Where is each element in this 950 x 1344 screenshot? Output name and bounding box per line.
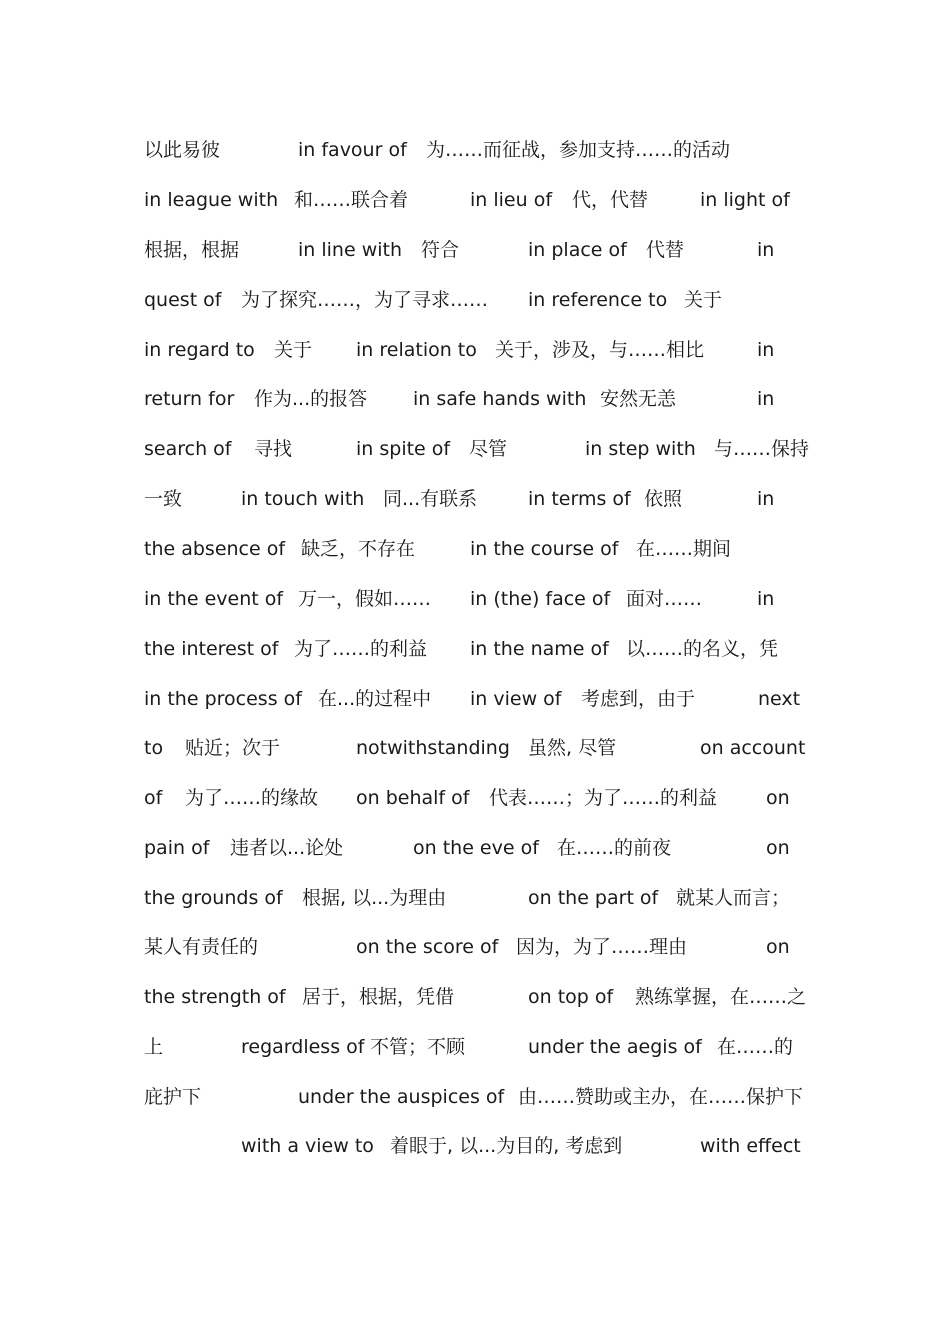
text-segment: in relation to <box>356 339 477 361</box>
text-segment: 违者以...论处 <box>230 837 344 859</box>
text-segment: 上 <box>144 1036 164 1058</box>
text-segment: 就某人而言； <box>676 887 791 909</box>
text-segment: next <box>758 688 801 710</box>
text-segment: in favour of <box>298 139 407 161</box>
text-segment: in terms of <box>528 488 631 510</box>
text-segment: 为了……的缘故 <box>185 787 319 809</box>
text-line <box>144 135 824 165</box>
text-segment: 在……的前夜 <box>557 837 672 859</box>
text-segment: on behalf of <box>356 787 470 809</box>
text-segment: return for <box>144 388 235 410</box>
text-segment: 作为...的报答 <box>254 388 368 410</box>
text-segment: in <box>757 388 775 410</box>
text-segment: the strength of <box>144 986 286 1008</box>
text-segment: in reference to <box>528 289 668 311</box>
text-segment: 居于，根据，凭借 <box>302 986 455 1008</box>
text-segment: 代，代替 <box>572 189 649 211</box>
text-segment: quest of <box>144 289 222 311</box>
text-segment: on <box>766 936 790 958</box>
text-segment: on <box>766 787 790 809</box>
text-segment: in <box>757 339 775 361</box>
text-segment: 符合 <box>421 239 460 261</box>
text-segment: in the event of <box>144 588 284 610</box>
text-line <box>144 185 824 215</box>
text-segment: in lieu of <box>470 189 553 211</box>
text-segment: in step with <box>585 438 696 460</box>
text-segment: the grounds of <box>144 887 283 909</box>
text-segment: in view of <box>470 688 562 710</box>
text-segment: 庇护下 <box>144 1086 202 1108</box>
text-segment: on account <box>700 737 806 759</box>
text-segment: in the course of <box>470 538 619 560</box>
text-line <box>144 833 824 863</box>
text-segment: regardless of <box>241 1036 365 1058</box>
text-line <box>144 1082 824 1112</box>
text-line <box>144 883 824 913</box>
text-segment: in regard to <box>144 339 255 361</box>
text-line <box>144 384 824 414</box>
text-segment: 与……保持 <box>714 438 810 460</box>
text-segment: on <box>766 837 790 859</box>
text-segment: pain of <box>144 837 210 859</box>
text-segment: in (the) face of <box>470 588 611 610</box>
text-line <box>144 982 824 1012</box>
text-line <box>144 634 824 664</box>
text-line <box>144 235 824 265</box>
text-segment: on the score of <box>356 936 499 958</box>
text-segment: the interest of <box>144 638 279 660</box>
text-line <box>144 783 824 813</box>
text-segment: with a view to <box>241 1135 374 1157</box>
text-segment: 缺乏，不存在 <box>301 538 416 560</box>
text-segment: 依照 <box>644 488 683 510</box>
text-segment: 因为，为了……理由 <box>516 936 688 958</box>
text-segment: 着眼于, 以...为目的, 考虑到 <box>390 1135 623 1157</box>
text-line <box>144 285 824 315</box>
text-segment: 代替 <box>646 239 685 261</box>
text-segment: 关于，涉及，与……相比 <box>495 339 705 361</box>
text-segment: 尽管 <box>469 438 508 460</box>
text-segment: 根据，根据 <box>144 239 240 261</box>
text-segment: on the part of <box>528 887 659 909</box>
text-line <box>144 1131 824 1161</box>
text-segment: 关于 <box>274 339 313 361</box>
text-line <box>144 1032 824 1062</box>
text-segment: 面对…… <box>626 588 703 610</box>
text-segment: 考虑到，由于 <box>581 688 696 710</box>
text-line <box>144 684 824 714</box>
text-segment: to <box>144 737 164 759</box>
text-segment: 为了探究……，为了寻求…… <box>241 289 489 311</box>
text-segment: in <box>757 239 775 261</box>
text-line <box>144 434 824 464</box>
text-segment: with effect <box>700 1135 801 1157</box>
text-segment: of <box>144 787 163 809</box>
text-line <box>144 484 824 514</box>
text-segment: 熟练掌握，在……之 <box>635 986 807 1008</box>
text-segment: in touch with <box>241 488 365 510</box>
text-segment: in <box>757 588 775 610</box>
text-segment: in line with <box>298 239 402 261</box>
text-segment: 关于 <box>684 289 723 311</box>
text-line <box>144 932 824 962</box>
text-segment: in light of <box>700 189 790 211</box>
text-line <box>144 335 824 365</box>
text-segment: under the aegis of <box>528 1036 702 1058</box>
text-segment: 在...的过程中 <box>318 688 432 710</box>
text-segment: 同...有联系 <box>383 488 478 510</box>
text-segment: on top of <box>528 986 614 1008</box>
text-segment: 虽然, 尽管 <box>528 737 617 759</box>
text-segment: notwithstanding <box>356 737 510 759</box>
text-segment: in the name of <box>470 638 609 660</box>
text-segment: 在……的 <box>717 1036 794 1058</box>
text-segment: 以此易彼 <box>144 139 221 161</box>
text-segment: 以……的名义，凭 <box>626 638 779 660</box>
text-segment: under the auspices of <box>298 1086 505 1108</box>
text-segment: 一致 <box>144 488 183 510</box>
text-segment: 代表……；为了……的利益 <box>489 787 718 809</box>
text-segment: the absence of <box>144 538 286 560</box>
text-line <box>144 534 824 564</box>
text-segment: 由……赞助或主办，在……保护下 <box>518 1086 804 1108</box>
text-segment: 贴近；次于 <box>185 737 281 759</box>
text-segment: 根据, 以...为理由 <box>302 887 447 909</box>
text-segment: 不管；不顾 <box>370 1036 466 1058</box>
text-segment: 为……而征战，参加支持……的活动 <box>426 139 731 161</box>
text-segment: 寻找 <box>254 438 293 460</box>
text-segment: 万一，假如…… <box>298 588 432 610</box>
text-segment: 安然无恙 <box>600 388 677 410</box>
text-segment: 为了……的利益 <box>294 638 428 660</box>
text-line <box>144 733 824 763</box>
text-segment: 某人有责任的 <box>144 936 259 958</box>
text-segment: in the process of <box>144 688 302 710</box>
text-line <box>144 584 824 614</box>
text-segment: in spite of <box>356 438 451 460</box>
text-segment: in place of <box>528 239 627 261</box>
text-segment: 在……期间 <box>636 538 732 560</box>
text-segment: on the eve of <box>413 837 539 859</box>
text-segment: in <box>757 488 775 510</box>
text-segment: search of <box>144 438 232 460</box>
text-segment: in safe hands with <box>413 388 587 410</box>
text-segment: 和……联合着 <box>294 189 409 211</box>
text-segment: in league with <box>144 189 279 211</box>
